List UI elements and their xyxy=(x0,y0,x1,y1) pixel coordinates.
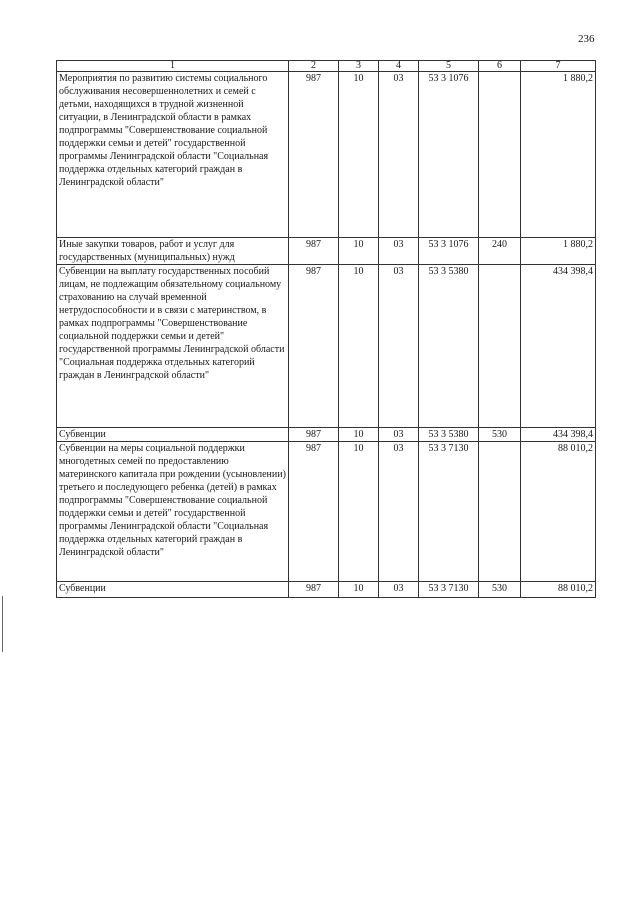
page-number: 236 xyxy=(578,33,595,45)
row-code: 987 xyxy=(289,442,339,582)
header-col-5: 5 xyxy=(419,61,479,72)
header-col-6: 6 xyxy=(479,61,521,72)
row-section: 10 xyxy=(339,72,379,238)
row-name: Иные закупки товаров, работ и услуг для государственных (муниципальных) нужд xyxy=(57,238,289,265)
row-name: Мероприятия по развитию системы социального обслуживания несовершеннолетних и семей с детьми, находящихся в трудной жизненной ситуации, в Ленинградской области в рамках подпрограммы "Совершенствование социальной поддержки семьи и детей" государственной программы Ленинградской области "Социальная поддержка отдельных категорий граждан в Ленинградской области" xyxy=(57,72,289,238)
row-section: 10 xyxy=(339,442,379,582)
row-expense-type: 530 xyxy=(479,428,521,442)
row-subsection: 03 xyxy=(379,582,419,598)
row-section: 10 xyxy=(339,238,379,265)
row-amount: 1 880,2 xyxy=(521,72,596,238)
row-name: Субвенции xyxy=(57,582,289,598)
header-col-1: 1 xyxy=(57,61,289,72)
row-subsection: 03 xyxy=(379,428,419,442)
row-code: 987 xyxy=(289,72,339,238)
row-expense-type xyxy=(479,265,521,428)
row-amount: 88 010,2 xyxy=(521,442,596,582)
row-code: 987 xyxy=(289,428,339,442)
row-target-article: 53 3 5380 xyxy=(419,265,479,428)
header-col-4: 4 xyxy=(379,61,419,72)
row-code: 987 xyxy=(289,265,339,428)
row-name: Субвенции на выплату государственных пособий лицам, не подлежащим обязательному социальному страхованию на случай временной нетрудоспособности и в связи с материнством, в рамках подпрограммы "Совершенствование социальной поддержки семьи и детей" государственной программы Ленинградской области "Социальная поддержка отдельных категорий граждан в Ленинградской области" xyxy=(57,265,289,428)
row-subsection: 03 xyxy=(379,442,419,582)
row-subsection: 03 xyxy=(379,265,419,428)
row-subsection: 03 xyxy=(379,238,419,265)
row-target-article: 53 3 1076 xyxy=(419,238,479,265)
table-row xyxy=(57,72,596,238)
row-target-article: 53 3 7130 xyxy=(419,582,479,598)
header-col-3: 3 xyxy=(339,61,379,72)
table-row xyxy=(57,428,596,442)
row-amount: 1 880,2 xyxy=(521,238,596,265)
row-target-article: 53 3 5380 xyxy=(419,428,479,442)
header-col-2: 2 xyxy=(289,61,339,72)
table-row xyxy=(57,582,596,598)
row-name: Субвенции xyxy=(57,428,289,442)
row-subsection: 03 xyxy=(379,72,419,238)
table-row xyxy=(57,238,596,265)
header-col-7: 7 xyxy=(521,61,596,72)
row-section: 10 xyxy=(339,582,379,598)
row-amount: 434 398,4 xyxy=(521,265,596,428)
row-amount: 434 398,4 xyxy=(521,428,596,442)
row-target-article: 53 3 1076 xyxy=(419,72,479,238)
table-row xyxy=(57,265,596,428)
row-amount: 88 010,2 xyxy=(521,582,596,598)
margin-mark xyxy=(2,596,3,652)
row-name: Субвенции на меры социальной поддержки многодетных семей по предоставлению материнского капитала при рождении (усыновлении) третьего и последующего ребенка (детей) в рамках подпрограммы "Совершенствование социальной поддержки семьи и детей" государственной программы Ленинградской области "Социальная поддержка отдельных категорий граждан в Ленинградской области" xyxy=(57,442,289,582)
row-expense-type xyxy=(479,442,521,582)
row-code: 987 xyxy=(289,238,339,265)
row-section: 10 xyxy=(339,428,379,442)
table-row xyxy=(57,442,596,582)
row-expense-type: 240 xyxy=(479,238,521,265)
header-row xyxy=(57,61,596,72)
row-section: 10 xyxy=(339,265,379,428)
row-code: 987 xyxy=(289,582,339,598)
row-expense-type: 530 xyxy=(479,582,521,598)
row-target-article: 53 3 7130 xyxy=(419,442,479,582)
budget-table xyxy=(56,60,596,598)
row-expense-type xyxy=(479,72,521,238)
